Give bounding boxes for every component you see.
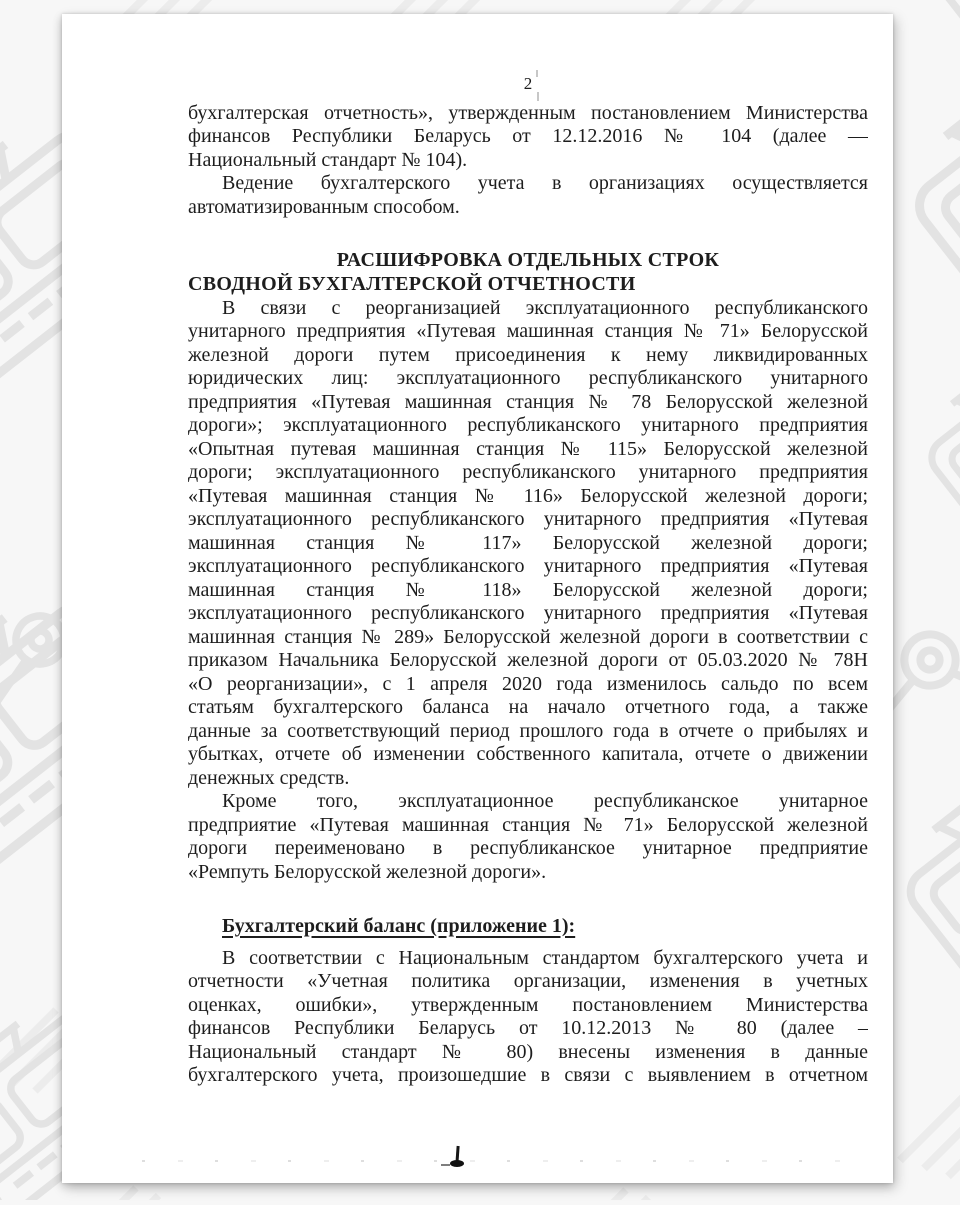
text-line: эксплуатационного республиканского унитарного предприятия «Путевая xyxy=(188,555,868,577)
subheading xyxy=(188,915,868,939)
text-line: предприятия «Путевая машинная станция № 78 Белорусской железной xyxy=(188,390,868,413)
text-line: дороги переименовано в республиканское унитарное предприятие xyxy=(188,837,868,859)
text-line: денежных средств. xyxy=(188,766,350,789)
text-line: машинная станция № 117» Белорусской железной дороги; xyxy=(188,531,868,554)
text-line: эксплуатационного республиканского унитарного предприятия «Путевая xyxy=(188,602,868,624)
text-line: унитарного предприятия «Путевая машинная станция № 71» Белорусской xyxy=(188,320,868,342)
text-line: эксплуатационного республиканского унитарного предприятия «Путевая xyxy=(188,508,868,530)
text-line: статьям бухгалтерского баланса на начало отчетного года, а также xyxy=(188,696,868,718)
text-line: финансов Республики Беларусь от 12.12.2016 № 104 (далее — xyxy=(188,125,868,147)
paragraph xyxy=(188,172,868,219)
text-line: дороги»; эксплуатационного республиканского унитарного предприятия xyxy=(188,414,868,436)
document-page xyxy=(62,14,893,1183)
text-line: приказом Начальника Белорусской железной дороги от 05.03.2020 № 78Н xyxy=(188,649,868,671)
text-line: автоматизированным способом. xyxy=(188,195,460,218)
scan-artifact-dot xyxy=(537,92,539,101)
text-line: железной дороги путем присоединения к нему ликвидированных xyxy=(188,343,868,366)
text-line: Национальный стандарт № 80) внесены изменения в данные xyxy=(188,1040,868,1063)
ink-blot-artifact xyxy=(448,1146,468,1172)
ink-blot-head xyxy=(450,1160,464,1167)
paragraph xyxy=(188,790,868,884)
text-line: «Опытная путевая машинная станция № 115» Белорусской железной xyxy=(188,437,868,460)
text-line: Бухгалтерский баланс (приложение 1): xyxy=(222,914,576,937)
paragraph xyxy=(188,297,868,791)
text-line: машинная станция № 118» Белорусской железной дороги; xyxy=(188,578,868,601)
text-line: бухгалтерского учета, произошедшие в связи с выявлением в отчетном xyxy=(188,1064,868,1086)
ink-blot-tail xyxy=(441,1164,450,1166)
text-line: оценках, ошибки», утвержденным постановлением Министерства xyxy=(188,993,868,1016)
text-line: финансов Республики Беларусь от 10.12.2013 № 80 (далее – xyxy=(188,1017,868,1039)
text-line: «Ремпуть Белорусской железной дороги». xyxy=(188,860,547,883)
text-line: отчетности «Учетная политика организации, изменения в учетных xyxy=(188,970,868,992)
paragraph xyxy=(188,102,868,173)
text-line: СВОДНОЙ БУХГАЛТЕРСКОЙ ОТЧЕТНОСТИ xyxy=(188,272,636,295)
text-line: РАСШИФРОВКА ОТДЕЛЬНЫХ СТРОК xyxy=(336,249,720,271)
text-line: «Путевая машинная станция № 116» Белорусской железной дороги; xyxy=(188,484,868,507)
text-line: Кроме того, эксплуатационное республиканское унитарное xyxy=(222,790,868,812)
text-line: машинная станция № 289» Белорусской железной дороги в соответствии с xyxy=(188,625,868,648)
text-line: Ведение бухгалтерского учета в организациях осуществляется xyxy=(222,172,868,194)
paragraph xyxy=(188,947,868,1088)
text-line: юридических лиц: эксплуатационного республиканского унитарного xyxy=(188,367,868,389)
text-line: бухгалтерская отчетность», утвержденным постановлением Министерства xyxy=(188,101,868,124)
heading xyxy=(188,249,868,296)
text-line: дороги; эксплуатационного республиканского унитарного предприятия xyxy=(188,461,868,483)
text-line: В соответствии с Национальным стандартом бухгалтерского учета и xyxy=(222,946,868,969)
document-body xyxy=(188,14,868,1088)
scan-speckle-row xyxy=(142,1160,866,1162)
page-number: 2 xyxy=(523,74,533,93)
text-line: В связи с реорганизацией эксплуатационного республиканского xyxy=(222,296,868,319)
text-line: убытках, отчете об изменении собственного капитала, отчете о движении xyxy=(188,743,868,765)
text-line: «О реорганизации», с 1 апреля 2020 года изменилось сальдо по всем xyxy=(188,672,868,695)
text-line: данные за соответствующий период прошлого года в отчете о прибылях и xyxy=(188,719,868,742)
scan-artifact-dot xyxy=(536,70,538,77)
text-line: предприятие «Путевая машинная станция № 71» Белорусской железной xyxy=(188,813,868,836)
text-line: Национальный стандарт № 104). xyxy=(188,148,468,171)
